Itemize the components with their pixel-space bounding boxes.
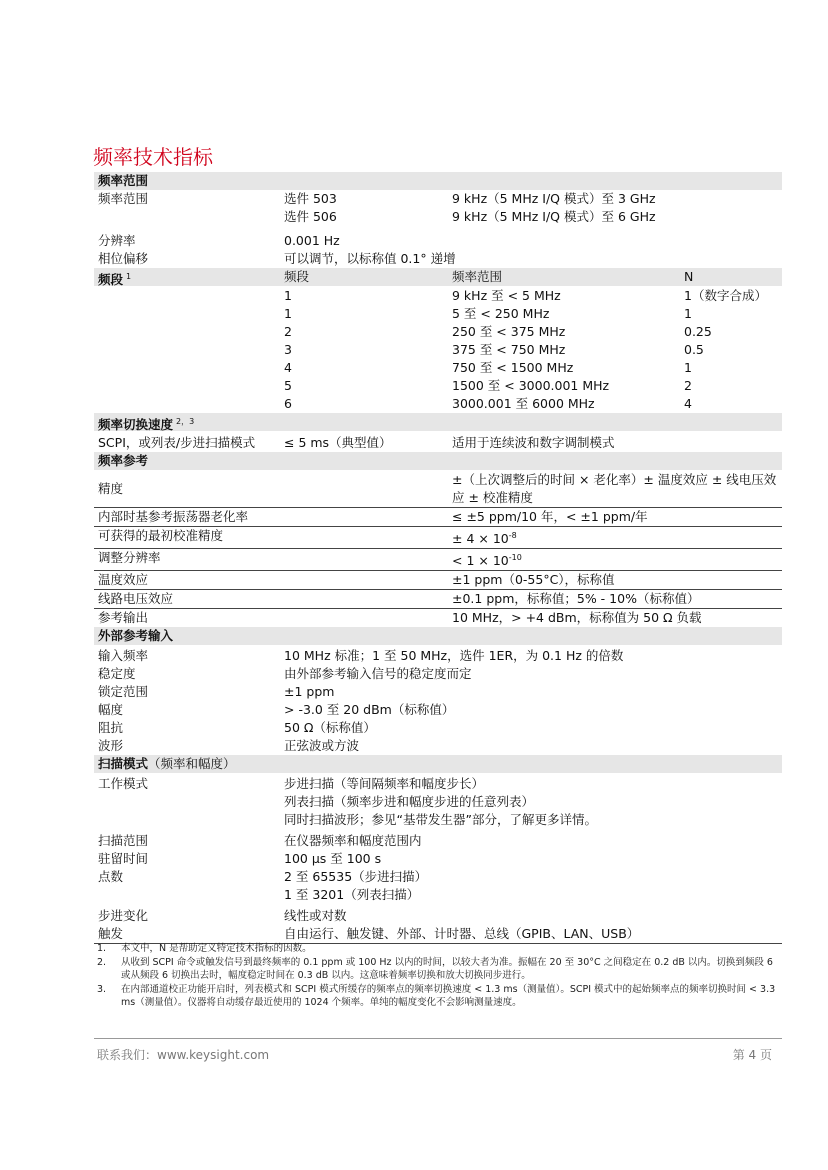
table-row xyxy=(94,590,782,609)
table-row xyxy=(94,323,782,341)
row-value: 步进扫描（等间隔频率和幅度步长） xyxy=(284,776,485,792)
col-range: 频率范围 xyxy=(452,269,503,284)
row-value: 100 μs 至 100 s xyxy=(284,851,382,867)
table-row xyxy=(94,250,782,268)
section-header-ext-ref: 外部参考输入 xyxy=(94,627,782,645)
row-label: 内部时基参考振荡器老化率 xyxy=(98,509,249,524)
row-value: 10 MHz，> +4 dBm，标称值为 50 Ω 负载 xyxy=(452,610,702,626)
row-value: 10 MHz 标准；1 至 50 MHz，选件 1ER，为 0.1 Hz 的倍数 xyxy=(284,648,624,664)
row-label: 线路电压效应 xyxy=(98,591,174,607)
table-row xyxy=(94,719,782,737)
row-label: 触发 xyxy=(98,926,124,942)
row-value: 2 至 65535（步进扫描） xyxy=(284,869,428,885)
table-row xyxy=(94,571,782,590)
table-row xyxy=(94,832,782,850)
range-cell: 750 至 < 1500 MHz xyxy=(452,360,574,375)
footnotes xyxy=(97,942,777,1010)
row-label: 稳定度 xyxy=(98,666,136,682)
row-label: 可获得的最初校准精度 xyxy=(98,528,224,543)
range-cell: 9 kHz 至 < 5 MHz xyxy=(452,288,561,303)
col-band: 频段 xyxy=(284,269,310,284)
range-cell: 1500 至 < 3000.001 MHz xyxy=(452,378,610,393)
range-cell: 5 至 < 250 MHz xyxy=(452,306,550,321)
footer-contact[interactable]: 联系我们：www.keysight.com xyxy=(97,1048,270,1062)
table-row xyxy=(94,377,782,395)
row-label: 幅度 xyxy=(98,702,124,718)
switching-title: 频率切换速度 xyxy=(98,417,174,433)
n-cell: 1 xyxy=(684,360,692,375)
n-cell: 1（数字合成） xyxy=(684,288,767,303)
row-label: 驻留时间 xyxy=(98,851,149,867)
row-value: 由外部参考输入信号的稳定度而定 xyxy=(284,666,472,682)
row-value: 同时扫描波形；参见“基带发生器”部分，了解更多详情。 xyxy=(284,812,597,828)
table-row xyxy=(94,737,782,755)
table-row xyxy=(94,850,782,868)
row-label: 锁定范围 xyxy=(98,684,149,700)
table-row xyxy=(94,208,782,226)
table-row xyxy=(94,609,782,627)
n-cell: 4 xyxy=(684,396,692,411)
sweep-subtitle: （频率和幅度） xyxy=(148,756,236,772)
table-row xyxy=(94,647,782,665)
row-value: ≤ 5 ms（典型值） xyxy=(284,435,392,450)
row-value: 1 至 3201（列表扫描） xyxy=(284,887,420,903)
row-value: 正弦波或方波 xyxy=(284,738,360,754)
option-503-value: 9 kHz（5 MHz I/Q 模式）至 3 GHz xyxy=(452,191,656,206)
table-row xyxy=(94,793,782,811)
row-value: 0.001 Hz xyxy=(284,233,340,248)
row-label: 精度 xyxy=(98,481,124,496)
table-row xyxy=(94,886,782,904)
option-503: 选件 503 xyxy=(284,191,337,206)
table-row xyxy=(94,190,782,208)
footnote: 2. 从收到 SCPI 命令或触发信号到最终频率的 0.1 ppm 或 100 Hz 以内的时间，以较大者为准。振幅在 20 至 30°C 之间稳定在 0.2 dB 以内。切换到频段 6 或从频段 6 切换出去时，幅度稳定时间在 0.3 dB 以内。这意味着频率切换和放大切换同步进行。 xyxy=(97,957,773,981)
table-row xyxy=(94,341,782,359)
band-cell: 1 xyxy=(284,288,292,303)
footer-divider xyxy=(94,1038,782,1039)
row-value: ±0.1 ppm，标称值；5% - 10%（标称值） xyxy=(452,591,700,607)
row-value: 自由运行、触发键、外部、计时器、总线（GPIB、LAN、USB） xyxy=(284,926,640,942)
range-cell: 3000.001 至 6000 MHz xyxy=(452,396,595,411)
page-number: 第 4 页 xyxy=(732,1048,772,1062)
table-row xyxy=(94,811,782,829)
row-value: ± $4 \times 10^{-8}$ xyxy=(452,531,517,547)
band-cell: 3 xyxy=(284,342,292,357)
row-value: 线性或对数 xyxy=(284,908,347,924)
table-row xyxy=(94,701,782,719)
row-label: 扫描范围 xyxy=(98,833,149,849)
row-label: 工作模式 xyxy=(98,776,149,792)
section-header-bands xyxy=(94,268,782,286)
row-label: 分辨率 xyxy=(98,233,136,248)
n-cell: 1 xyxy=(684,306,692,321)
table-row xyxy=(94,287,782,305)
section-header-switching xyxy=(94,413,782,431)
table-row xyxy=(94,683,782,701)
row-label: 点数 xyxy=(98,869,124,885)
table-row xyxy=(94,527,782,549)
row-label: 阻抗 xyxy=(98,720,124,736)
range-cell: 375 至 < 750 MHz xyxy=(452,342,566,357)
section-header-freq-range: 频率范围 xyxy=(94,172,782,190)
row-value: > -3.0 至 20 dBm（标称值） xyxy=(284,702,455,718)
row-label: 频率范围 xyxy=(98,191,149,206)
band-cell: 6 xyxy=(284,396,292,411)
row-label: 温度效应 xyxy=(98,572,149,588)
sweep-title: 扫描模式 xyxy=(98,756,149,772)
col-n: N xyxy=(684,269,694,284)
bands-title: 频段 xyxy=(98,272,124,288)
row-label: 输入频率 xyxy=(98,648,149,664)
option-506: 选件 506 xyxy=(284,209,337,224)
row-value: 50 Ω（标称值） xyxy=(284,720,376,736)
n-cell: 0.25 xyxy=(684,324,712,339)
table-row xyxy=(94,907,782,925)
row-label: 调整分辨率 xyxy=(98,550,161,566)
table-row xyxy=(94,395,782,413)
row-value: ±1 ppm xyxy=(284,684,335,700)
section-header-reference: 频率参考 xyxy=(94,452,782,470)
row-value: 在仪器频率和幅度范围内 xyxy=(284,833,422,849)
footnote: 1. 本文中，N 是帮助定义特定技术指标的因数。 xyxy=(97,943,312,954)
table-row xyxy=(94,868,782,886)
row-label: 相位偏移 xyxy=(98,251,149,266)
spec-table xyxy=(94,172,782,944)
table-row xyxy=(94,775,782,793)
table-row xyxy=(94,359,782,377)
table-row xyxy=(94,470,782,508)
row-value: ±1 ppm（0-55°C），标称值 xyxy=(452,572,615,588)
table-row xyxy=(94,508,782,527)
row-value: 可以调节，以标称值 0.1° 递增 xyxy=(284,251,456,266)
row-value: ±（上次调整后的时间 × 老化率）± 温度效应 ± 线电压效应 ± 校准精度 xyxy=(452,472,777,505)
row-label: 参考输出 xyxy=(98,610,149,626)
row-value: < $1 \times 10^{-10}$ xyxy=(452,553,522,569)
row-label: 步进变化 xyxy=(98,908,149,924)
footnote: 3. 在内部通道校正功能开启时，列表模式和 SCPI 模式所缓存的频率点的频率切换速度 < 1.3 ms（测量值）。SCPI 模式中的起始频率点的频率切换时间 < 3.3 ms（测量值）。仪器将自动缓存最近使用的 1024 个频率。单纯的幅度变化不会影响测量速度。 xyxy=(97,984,776,1008)
band-cell: 1 xyxy=(284,306,292,321)
section-header-sweep xyxy=(94,755,782,773)
footnote-ref: 1 xyxy=(126,272,132,281)
table-row xyxy=(94,232,782,250)
option-506-value: 9 kHz（5 MHz I/Q 模式）至 6 GHz xyxy=(452,209,656,224)
page-title: 频率技术指标 xyxy=(93,145,213,169)
n-cell: 2 xyxy=(684,378,692,393)
table-row xyxy=(94,305,782,323)
table-row xyxy=(94,549,782,571)
n-cell: 0.5 xyxy=(684,342,704,357)
row-label: 波形 xyxy=(98,738,124,754)
table-row xyxy=(94,434,782,452)
row-value: ≤ ±5 ppm/10 年，< ±1 ppm/年 xyxy=(452,509,648,524)
footnote-ref: 2，3 xyxy=(176,417,195,426)
band-cell: 5 xyxy=(284,378,292,393)
band-cell: 4 xyxy=(284,360,292,375)
band-cell: 2 xyxy=(284,324,292,339)
range-cell: 250 至 < 375 MHz xyxy=(452,324,566,339)
table-row xyxy=(94,665,782,683)
row-value: 列表扫描（频率步进和幅度步进的任意列表） xyxy=(284,794,535,810)
row-label: SCPI，或列表/步进扫描模式 xyxy=(98,435,256,450)
row-note: 适用于连续波和数字调制模式 xyxy=(452,435,615,450)
